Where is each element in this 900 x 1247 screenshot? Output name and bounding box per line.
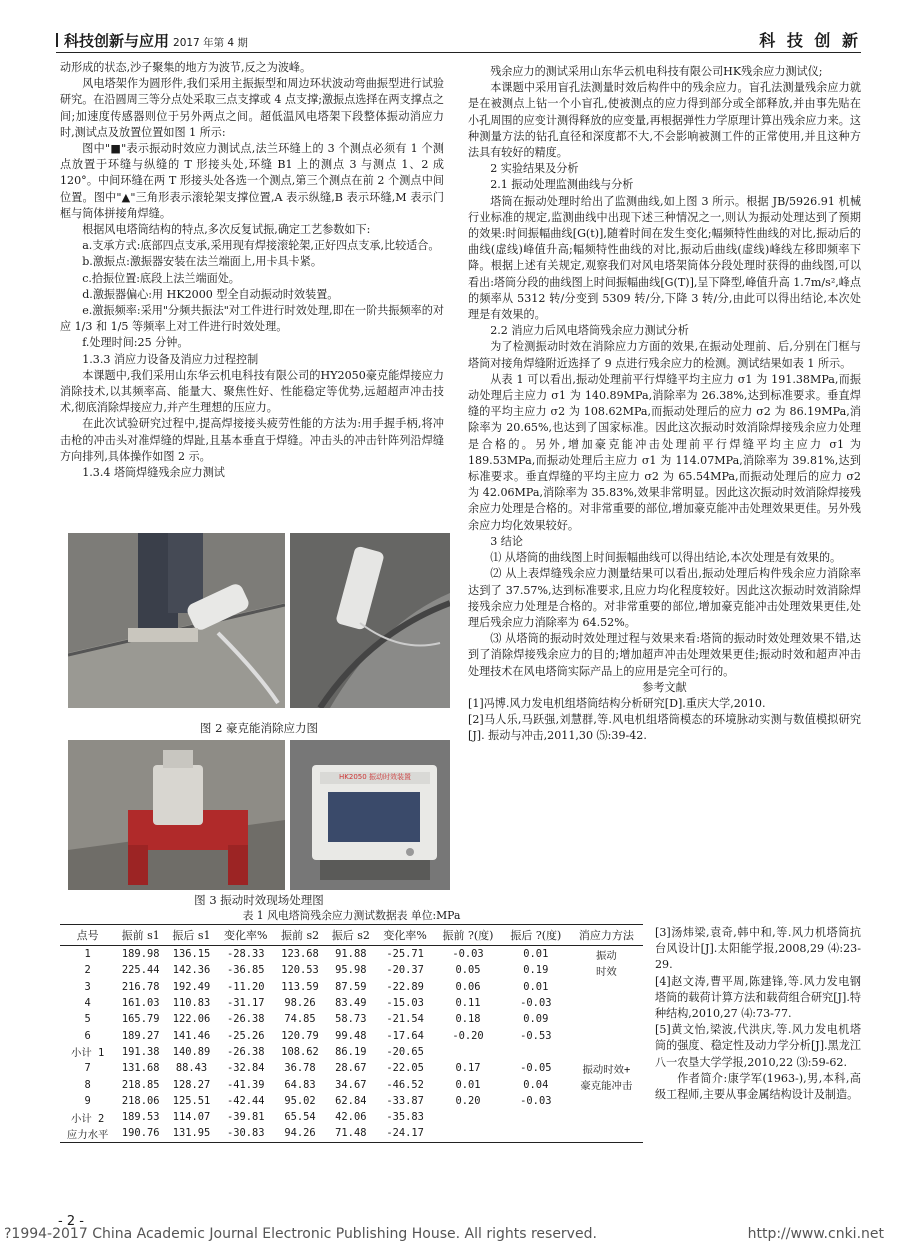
figure3-photo-right (290, 740, 450, 890)
paragraph: 动形成的状态,沙子聚集的地方为波节,反之为波峰。 (60, 61, 312, 74)
table-cell: -21.54 (386, 1013, 424, 1026)
paragraph: 从表 1 可以看出,振动处理前平行焊缝平均主应力 σ1 为 191.38MPa,而振动处理后主应力 σ1 为 140.89MPa,消除率为 26.38%,达到标准要求。垂直焊缝的平均主应力 σ2 为 108.62MPa,而振动处理后的应力 σ2 为 86.19MPa,消除率为 20.65%,也达到了国家标准。因此这次振动时效消除焊接残余应力处理是合格的。另外,增加豪克能冲击处理前平行焊缝平均主应力 σ1 为 189.53MPa,而振动处理后主应力 σ1 为 114.07MPa,消除率为 39.81%,达到标准要求。垂直焊缝的平均主应力 σ2 为 65.54MPa,而振动处理后的应力 σ2 为 42.06MPa,消除率为 35.83%,效果非常明显。因此这次振动时效消除焊接残余应力处理是合格的。对非常重要的部位,增加豪克能冲击处理效果更佳。另外残余应力均化效果较好。 (468, 372, 861, 532)
figure2-caption: 图 2 豪克能消除应力图 (199, 721, 319, 735)
paragraph: b.激振点:激振器安装在法兰端面上,用卡具卡紧。 (82, 255, 322, 269)
paragraph: 残余应力的测试采用山东华云机电科技有限公司HK残余应力测试仪; (490, 65, 823, 78)
table-cell: 6 (84, 1029, 91, 1042)
paragraph: ⑶ 从塔筒的振动时效处理过程与效果来看:塔筒的振动时效处理效果不错,达到了消除焊接残余应力的目的;增加超声冲击处理效果更佳;振动时效和超声冲击处理技术在风电塔筒实际产品上的应用是完全可行的。 (468, 632, 861, 678)
table-cell: -24.17 (376, 1125, 434, 1142)
table-cell (502, 1044, 570, 1060)
table-cell: -26.38 (226, 1013, 265, 1026)
paragraph: a.支承方式:底部四点支承,采用现有焊接滚轮架,正好四点支承,比较适合。 (82, 239, 440, 253)
table-cell: -22.05 (386, 1062, 424, 1075)
table-cell: -25.26 (226, 1029, 265, 1042)
table-cell: 0.11 (455, 997, 481, 1010)
table-cell (434, 1125, 502, 1142)
table-cell: 0.20 (455, 1094, 481, 1107)
column-header: 变化率% (376, 925, 434, 946)
table-cell: 131.68 (121, 1062, 160, 1075)
table-cell: -42.44 (226, 1094, 265, 1107)
page-header (56, 28, 861, 53)
table-cell: -33.87 (386, 1094, 424, 1107)
paragraph: 本课题中采用盲孔法测量时效后构件中的残余应力。盲孔法测量残余应力就是在被测点上钻一个小盲孔,使被测点的应力得到部分或全部释放,并由事先贴在小孔周围的应变计测得释放的应变量,再根据弹性力学原理计算出残余应力来。这种测量方法的钻孔直径和深度都不大,不会影响被测工件的正常使用,并且这种方法具有较好的精度。 (468, 81, 861, 160)
table-cell: -41.39 (226, 1078, 265, 1091)
stress-data-table (60, 924, 643, 1143)
section-heading: 2 实验结果及分析 (490, 162, 579, 176)
table-cell: 8 (84, 1078, 91, 1091)
table-cell: 豪克能冲击 (580, 1080, 633, 1093)
table-cell (434, 1109, 502, 1125)
reference-item: [5]黄文怡,梁波,代洪庆,等.风力发电机塔筒的强度、稳定性及动力学分析[J].黑龙江八一农垦大学学报,2010,22 ⑶:59-62. (655, 1023, 861, 1069)
table-cell: 0.06 (455, 980, 481, 993)
table-cell: 5 (84, 1013, 91, 1026)
table-cell: -17.64 (386, 1029, 424, 1042)
table-cell (570, 1027, 643, 1043)
column-header: 点号 (60, 925, 115, 946)
table-cell: -0.03 (520, 1094, 552, 1107)
table-row (60, 962, 643, 978)
column-header: 振后 ?(度) (502, 925, 570, 946)
table-cell: 87.59 (335, 980, 367, 993)
table-cell: 120.79 (281, 1029, 319, 1042)
table-cell: 应力水平 (60, 1125, 115, 1142)
paragraph: 塔筒在振动处理时给出了监测曲线,如上图 3 所示。根据 JB/5926.91 机械行业标准的规定,监测曲线中出现下述三种情况之一,则认为振动处理达到了预期的效果:时间振幅曲线[G(t)],随着时间在发生变化;幅频特性曲线的对比,振动后的曲线(虚线)峰值升高;幅频特性曲线的对比,振动后曲线(虚线)峰线左移即频率下降。根据上述有关规定,观察我们对风电塔架筒体分段处理时获得的曲线图,可以看出:塔筒分段的曲线图上时间振幅曲线[G(T)],呈下降型,峰值升高 1.7m/s²,峰点的频率从 5312 转/分变到 5309 转/分,下降 3 转/分,由此可以得出结论,本次处理是有效果的。 (468, 194, 861, 322)
table-cell: 216.78 (121, 980, 160, 993)
table-cell: 0.17 (455, 1062, 481, 1075)
table-cell: -0.05 (520, 1062, 552, 1075)
table-cell: 36.78 (284, 1062, 316, 1075)
paragraph: e.激振频率:采用"分频共振法"对工件进行时效处理,即在一阶共振频率的对应 1/3 和 1/5 等频率上对工件进行时效处理。 (60, 304, 444, 334)
figure2-photo-right (290, 533, 450, 708)
table-cell: 141.46 (172, 1029, 211, 1042)
table-row (60, 1125, 643, 1142)
table-cell (570, 1011, 643, 1027)
table-cell: 142.36 (172, 964, 211, 977)
table-cell: 0.18 (455, 1013, 481, 1026)
right-column (468, 64, 861, 745)
paragraph: 在此次试验研究过程中,提高焊接接头疲劳性能的方法为:用手握手柄,将冲击枪的冲击头对准焊缝的焊趾,且基本垂直于焊缝。冲击头的冲击针阵列沿焊缝方向排列,具体操作如图 2 示。 (60, 417, 444, 463)
subsection-heading: 1.3.4 塔筒焊缝残余应力测试 (82, 466, 225, 480)
figure2-photo-left (68, 533, 285, 708)
table-cell: -39.81 (226, 1111, 265, 1124)
table-cell: -32.84 (226, 1062, 265, 1075)
table-cell: 190.76 (115, 1125, 166, 1142)
table-cell: 0.09 (523, 1013, 549, 1026)
table-row (60, 1027, 643, 1043)
weld-treatment-photo (290, 533, 450, 708)
table-cell: 218.85 (121, 1078, 160, 1091)
journal-title: 科技创新与应用 2017 年第 4 期 (56, 30, 248, 51)
table-cell: 86.19 (335, 1045, 367, 1058)
table-cell: -0.03 (452, 948, 484, 961)
table-cell (570, 1093, 643, 1109)
table-row (60, 1044, 643, 1060)
table-cell: 0.01 (455, 1078, 481, 1091)
table-cell (502, 1125, 570, 1142)
column-header: 消应力方法 (570, 925, 643, 946)
table-row (60, 1109, 643, 1125)
table-row (60, 979, 643, 995)
table-cell: -26.38 (226, 1045, 265, 1058)
vibrator-clamp-photo (68, 740, 285, 890)
table-cell (434, 1044, 502, 1060)
table-cell (570, 995, 643, 1011)
table-cell: 0.05 (455, 964, 481, 977)
table-cell: -30.83 (217, 1125, 275, 1142)
table-cell: -46.52 (386, 1078, 424, 1091)
device-screen-label: HK2050 振动时效装置 (339, 773, 411, 781)
column-header: 振后 s1 (166, 925, 217, 946)
paragraph: 图中"■"表示振动时效应力测试点,法兰环缝上的 3 个测点必须有 1 个测点放置于环缝与纵缝的 T 形接头处,环缝 B1 上的测点 3 与测点 1、2 成 120°。中间环缝在两 T 形接头处各选一个测点,第三个测点在前 2 个测点中间位置。图中"▲"三角形表示滚轮架支撑位置,A 表示纵缝,B 表示环缝,M 表示门框与筒体拼接角焊缝。 (60, 142, 444, 220)
copyright-notice: ?1994-2017 China Academic Journal Electronic Publishing House. All rights reserved. (4, 1226, 597, 1242)
subsection-heading: 1.3.3 消应力设备及消应力过程控制 (82, 352, 259, 366)
table-cell: 120.53 (281, 964, 319, 977)
website-link[interactable]: http://www.cnki.net (747, 1226, 884, 1242)
table-cell: -20.37 (386, 964, 424, 977)
subsection-heading: 2.2 消应力后风电塔筒残余应力测试分析 (490, 324, 689, 338)
reference-item: [1]冯博.风力发电机组塔筒结构分析研究[D].重庆大学,2010. (468, 696, 766, 710)
table-cell: 225.44 (121, 964, 160, 977)
table-cell: 113.59 (281, 980, 319, 993)
table-cell: 74.85 (284, 1013, 316, 1026)
paragraph: ⑴ 从塔筒的曲线图上时间振幅曲线可以得出结论,本次处理是有效果的。 (490, 551, 842, 565)
author-bio: 作者简介:康学军(1963-),男,本科,高级工程师,主要从事金属结构设计及制造。 (655, 1071, 861, 1102)
table-cell: 131.95 (166, 1125, 217, 1142)
table-cell: 161.03 (121, 997, 160, 1010)
table-cell: 191.38 (121, 1045, 160, 1058)
reference-item: [4]赵文涛,曹平周,陈建锋,等.风力发电钢塔筒的载荷计算方法和载荷组合研究[J].特种结构,2010,27 ⑷:73-77. (655, 974, 861, 1021)
paragraph: 风电塔架作为圆形件,我们采用主振振型和周边环状波动弯曲振型进行试验研究。在沿圆周三等分点处采取三点支撑或 4 点支撑;激振点选择在两支撑点之间;加速度传感器则位于另外两点之间。超低温风电塔架下段整体振动消应力时,测试点及放置位置如图 1 所示: (60, 77, 444, 139)
table-cell: 7 (84, 1062, 91, 1075)
table-cell: 3 (84, 980, 91, 993)
reference-item: [3]汤炜梁,袁奇,韩中和,等.风力机塔筒抗台风设计[J].太阳能学报,2008,29 ⑷:23-29. (655, 926, 861, 972)
table-cell: 114.07 (172, 1111, 211, 1124)
table-caption: 表 1 风电塔筒残余应力测试数据表 单位:MPa (242, 909, 461, 922)
column-header: 振前 s2 (275, 925, 326, 946)
table-cell: 122.06 (172, 1013, 211, 1026)
table-cell: 小计 2 (71, 1112, 105, 1125)
table-header-row (60, 925, 643, 946)
table-cell: -11.20 (226, 980, 265, 993)
subsection-heading: 2.1 振动处理监测曲线与分析 (490, 178, 634, 192)
table-cell (570, 1125, 643, 1142)
page-footer (0, 1214, 900, 1247)
figure3-caption: 图 3 振动时效现场处理图 (194, 893, 324, 907)
table-cell: 64.83 (284, 1078, 316, 1091)
table-cell: 0.01 (523, 948, 549, 961)
table-cell: -31.17 (226, 997, 265, 1010)
table-cell: -36.85 (226, 964, 265, 977)
table-cell (570, 979, 643, 995)
table-cell: 189.53 (121, 1111, 160, 1124)
table-cell: 0.04 (523, 1078, 549, 1091)
table-cell: -20.65 (386, 1045, 424, 1058)
table-cell: 42.06 (335, 1111, 367, 1124)
table-cell: -0.20 (452, 1029, 484, 1042)
table-cell: 218.06 (121, 1094, 160, 1107)
column-header: 变化率% (217, 925, 275, 946)
table-cell: 58.73 (335, 1013, 367, 1026)
column-header: 振前 ?(度) (434, 925, 502, 946)
table-cell: 小计 1 (71, 1047, 105, 1060)
table-cell: 71.48 (325, 1125, 376, 1142)
table-row (60, 1060, 643, 1076)
table-cell: -25.71 (386, 948, 424, 961)
table-cell: 2 (84, 964, 91, 977)
table-cell: 0.19 (523, 964, 549, 977)
paragraph: d.激振器偏心:用 HK2000 型全自动振动时效装置。 (82, 287, 339, 301)
table-cell: 108.62 (281, 1045, 319, 1058)
paragraph: 根据风电塔筒结构的特点,多次反复试振,确定工艺参数如下: (82, 223, 371, 237)
references-heading: 参考文献 (642, 680, 687, 694)
paragraph: ⑵ 从上表焊缝残余应力测量结果可以看出,振动处理后构件残余应力消除率达到了 37.57%,达到标准要求,且应力均化程度较好。因此这次振动时效消除焊接残余应力处理是合格的。对非常重要的部位,增加豪克能冲击处理效果更佳,处理后残余应力消除率为 64.52%。 (468, 567, 861, 629)
issue-label: 2017 年第 4 期 (173, 37, 248, 49)
table-cell: 9 (84, 1094, 91, 1107)
table-cell: -15.03 (386, 997, 424, 1010)
table-cell: 110.83 (172, 997, 211, 1010)
table-cell: 振动时效+ (582, 1063, 631, 1076)
table-cell: 0.01 (523, 980, 549, 993)
references-continued (655, 925, 861, 1103)
table-cell: 192.49 (172, 980, 211, 993)
table-cell: 83.49 (335, 997, 367, 1010)
ultrasonic-impact-photo (68, 533, 285, 708)
table-cell: 65.54 (284, 1111, 316, 1124)
table-cell: 1 (84, 948, 91, 961)
column-header: 振后 s2 (325, 925, 376, 946)
table-cell: 125.51 (172, 1094, 211, 1107)
table-cell: 136.15 (172, 948, 211, 961)
table-cell (570, 1109, 643, 1125)
table-cell: 振动 (595, 949, 617, 962)
table-cell: 28.67 (335, 1062, 367, 1075)
table-cell: 189.98 (121, 948, 160, 961)
paragraph: 为了检测振动时效在消除应力方面的效果,在振动处理前、后,分别在门框与塔筒对接角焊缝附近选择了 9 点进行残余应力的检测。测试结果如表 1 所示。 (468, 340, 861, 370)
table-cell: 88.43 (175, 1062, 208, 1075)
table-cell: -28.33 (226, 948, 265, 961)
table-cell: 91.88 (335, 948, 367, 961)
page-number: - 2 - (58, 1214, 84, 1229)
table-cell: 189.27 (121, 1029, 160, 1042)
paragraph: c.拾振位置:底段上法兰端面处。 (82, 271, 240, 285)
table-row (60, 946, 643, 963)
section-heading: 3 结论 (490, 534, 523, 548)
table-cell (570, 1044, 643, 1060)
section-title: 科 技 创 新 (759, 31, 861, 50)
table-cell: 165.79 (121, 1013, 160, 1026)
table-cell: 时效 (595, 965, 617, 978)
paragraph: f.处理时间:25 分钟。 (82, 336, 189, 350)
table-cell: -22.89 (386, 980, 424, 993)
table-cell: -35.83 (386, 1111, 424, 1124)
timing-device-photo (290, 740, 450, 890)
paragraph: 本课题中,我们采用山东华云机电科技有限公司的HY2050豪克能焊接应力消除技术,以其频率高、能量大、聚焦性好、性能稳定等优势,远超超声冲击技术,彻底消除焊接应力,并产生理想的压应力。 (60, 368, 444, 415)
table-cell: 128.27 (172, 1078, 211, 1091)
table-cell: -0.03 (520, 997, 552, 1010)
table-cell: 95.98 (335, 964, 367, 977)
table-cell: 94.26 (275, 1125, 326, 1142)
table-cell: 62.84 (335, 1094, 367, 1107)
table-cell: 98.26 (284, 997, 316, 1010)
table-cell: 4 (84, 997, 91, 1010)
reference-item: [2]马人乐,马跃强,刘慧群,等.风电机组塔筒模态的环境脉动实测与数值模拟研究 [J]. 振动与冲击,2011,30 ⑸:39-42. (468, 713, 861, 743)
table-cell: 140.89 (172, 1045, 211, 1058)
left-column (60, 60, 444, 481)
table-cell: 34.67 (335, 1078, 367, 1091)
table-cell: 123.68 (281, 948, 319, 961)
table-row (60, 1076, 643, 1092)
figure3-photo-left (68, 740, 285, 890)
column-header: 振前 s1 (115, 925, 166, 946)
table-row (60, 995, 643, 1011)
table-cell: 95.02 (284, 1094, 316, 1107)
table-cell (502, 1109, 570, 1125)
table-row (60, 1011, 643, 1027)
table-row (60, 1093, 643, 1109)
table-cell: 99.48 (335, 1029, 367, 1042)
table-cell: -0.53 (520, 1029, 552, 1042)
